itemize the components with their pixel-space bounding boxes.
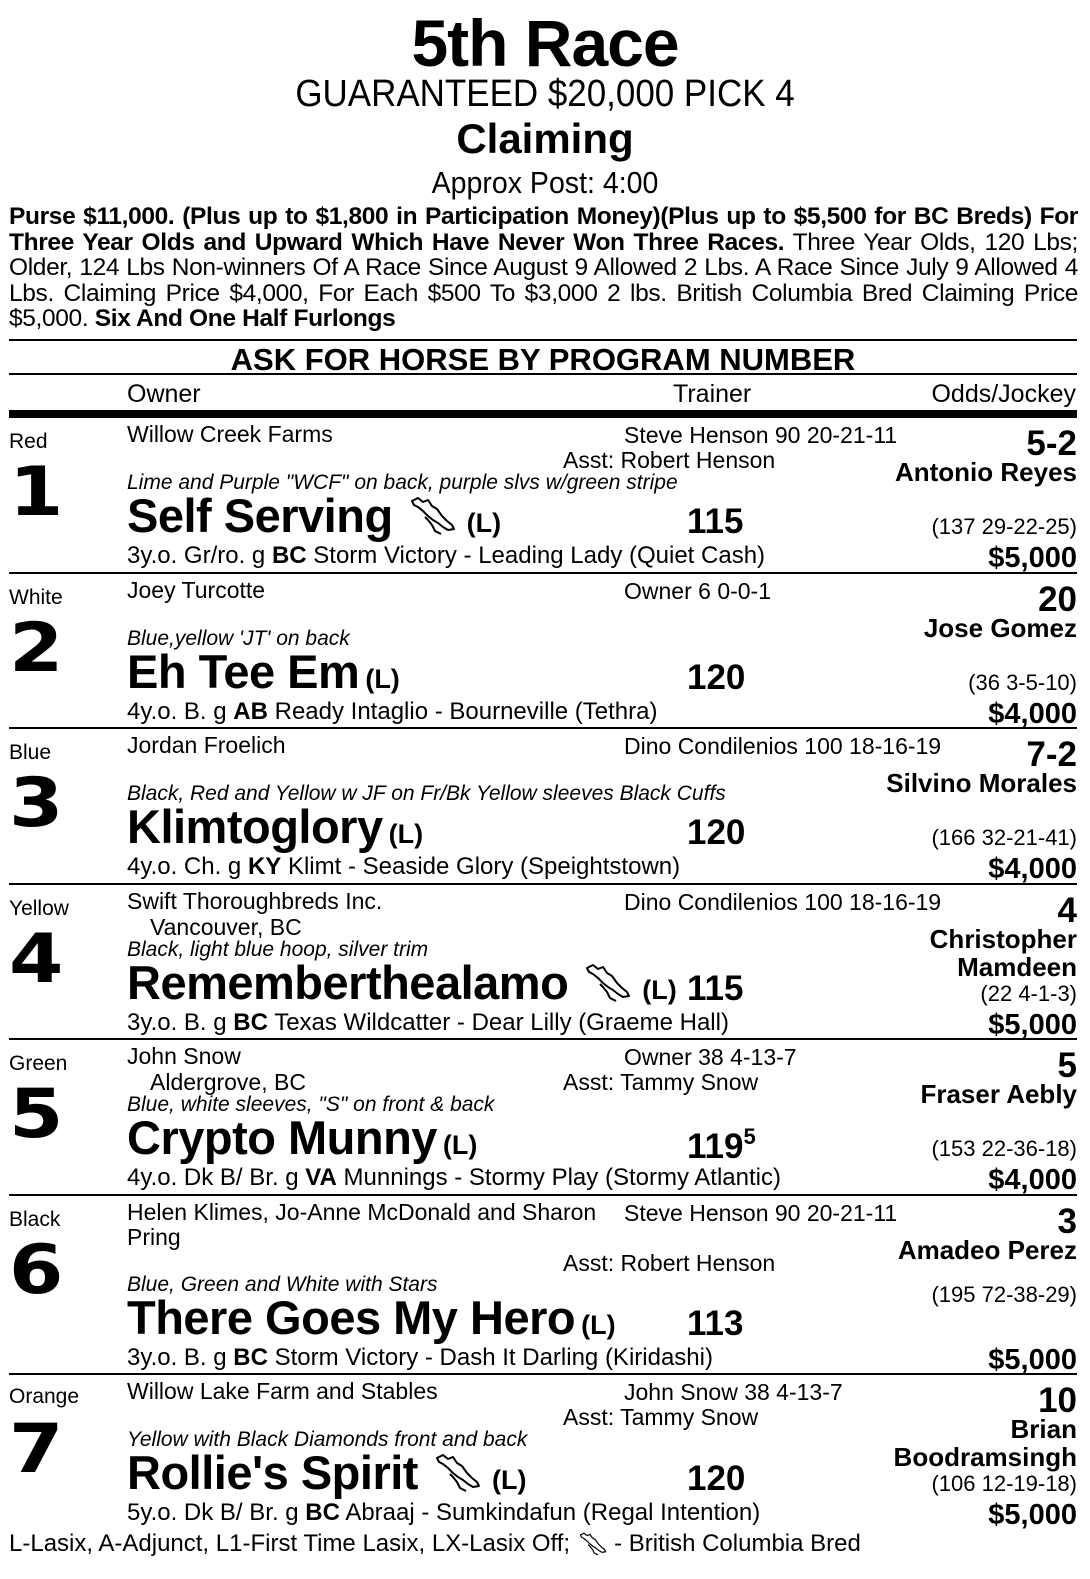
pedigree: Klimt - Seaside Glory (Speightstown) bbox=[281, 853, 681, 880]
conditions-body: Three Year Olds, 120 Lbs; Older, 124 Lbs Non-winners Of A Race Since August 9 Allowed 2 Lbs. A Race Since July 9 Allowed 4 Lbs. Claiming Price $4,000, For Each $500 To $3,000 2 lbs. British Columbia Bred Claiming Price $5,000. bbox=[9, 228, 1079, 332]
jockey: Jose Gomez bbox=[923, 613, 1077, 643]
program-number: 7 bbox=[9, 1410, 64, 1489]
weight-value: 120 bbox=[687, 813, 746, 852]
race-conditions bbox=[9, 204, 1078, 332]
owner: Jordan Froelich bbox=[127, 732, 286, 758]
weight-value: 119 bbox=[687, 1127, 744, 1166]
age-sex: 4y.o. Ch. g bbox=[127, 853, 248, 880]
entry-row bbox=[9, 885, 1077, 1040]
pedigree: Texas Wildcatter - Dear Lilly (Graeme Hall) bbox=[267, 1009, 729, 1036]
assistant-trainer: Asst: Robert Henson bbox=[563, 447, 776, 473]
claiming-price: $4,000 bbox=[988, 698, 1077, 730]
owner: Helen Klimes, Jo-Anne McDonald and Sharon Pring bbox=[127, 1199, 597, 1250]
medication: (L) bbox=[365, 664, 400, 694]
horse-line bbox=[127, 646, 400, 698]
horse-line bbox=[127, 490, 501, 542]
jockey: Brian Boodramsingh bbox=[893, 1414, 1077, 1472]
weight bbox=[687, 1459, 745, 1499]
breeding bbox=[127, 853, 680, 881]
pedigree: Storm Victory - Dash It Darling (Kiridashi) bbox=[267, 1344, 713, 1371]
medication: (L) bbox=[388, 819, 424, 849]
jockey-stats: (166 32-21-41) bbox=[931, 825, 1077, 850]
foaled-state: BC bbox=[305, 1499, 340, 1526]
owner: John Snow bbox=[127, 1043, 241, 1069]
bc-bred-icon bbox=[578, 1532, 608, 1556]
trainer: Steve Henson 90 20-21-11 bbox=[624, 1200, 898, 1226]
age-sex: 4y.o. B. g bbox=[127, 698, 234, 725]
horse-name: There Goes My Hero bbox=[127, 1291, 576, 1344]
age-sex: 3y.o. B. g bbox=[127, 1344, 234, 1371]
jockey: Christopher Mamdeen bbox=[929, 924, 1077, 982]
race-header bbox=[0, 0, 1090, 202]
post-time: Approx Post: 4:00 bbox=[431, 165, 659, 200]
owner: Willow Lake Farm and Stables bbox=[127, 1378, 438, 1404]
age-sex: 4y.o. Dk B/ Br. g bbox=[127, 1164, 306, 1191]
trainer: Dino Condilenios 100 18-16-19 bbox=[624, 733, 942, 759]
medication: (L) bbox=[581, 1310, 616, 1340]
weight-value: 120 bbox=[687, 658, 746, 697]
age-sex: 3y.o. B. g bbox=[127, 1009, 234, 1036]
trainer: Owner 6 0-0-1 bbox=[624, 578, 772, 604]
owner-location: Vancouver, BC bbox=[150, 914, 302, 940]
weight-allowance: 5 bbox=[743, 1124, 756, 1149]
foaled-state: AB bbox=[233, 698, 268, 725]
silks-description: Blue, white sleeves, "S" on front & back bbox=[127, 1093, 495, 1116]
morning-line-odds: 4 bbox=[1057, 891, 1077, 930]
bc-bred-icon bbox=[434, 1453, 482, 1493]
age-sex: 3y.o. Gr/ro. g bbox=[127, 542, 272, 569]
assistant-trainer: Asst: Tammy Snow bbox=[563, 1404, 759, 1430]
medication: (L) bbox=[491, 1465, 527, 1495]
trainer: Steve Henson 90 20-21-11 bbox=[624, 422, 898, 448]
owner: Joey Turcotte bbox=[127, 577, 266, 603]
breeding bbox=[127, 1009, 729, 1037]
horse-line bbox=[127, 1112, 477, 1164]
jockey-stats: (106 12-19-18) bbox=[931, 1471, 1077, 1496]
horse-name: Klimtoglory bbox=[127, 800, 383, 853]
breeding bbox=[127, 1344, 713, 1372]
horse-line bbox=[127, 1292, 616, 1344]
breeding bbox=[127, 542, 765, 570]
pedigree: Abraaj - Sumkindafun (Regal Intention) bbox=[339, 1499, 761, 1526]
weight bbox=[687, 502, 743, 542]
claiming-price: $4,000 bbox=[988, 853, 1077, 885]
weight bbox=[687, 1304, 743, 1344]
saddle-cloth-color: Green bbox=[9, 1052, 68, 1075]
bc-bred-icon bbox=[584, 963, 632, 1003]
race-title: 5th Race bbox=[411, 6, 679, 80]
morning-line-odds: 3 bbox=[1057, 1202, 1077, 1241]
race-type: Claiming bbox=[456, 115, 634, 162]
silks-description: Blue, Green and White with Stars bbox=[127, 1273, 438, 1296]
ask-banner: ASK FOR HORSE BY PROGRAM NUMBER bbox=[9, 339, 1077, 375]
foaled-state: BC bbox=[233, 1344, 268, 1371]
horse-name: Rollie's Spirit bbox=[127, 1446, 418, 1499]
owner: Willow Creek Farms bbox=[127, 421, 333, 447]
program-number: 5 bbox=[9, 1075, 64, 1154]
silks-description: Blue,yellow 'JT' on back bbox=[127, 627, 350, 650]
program-number: 2 bbox=[9, 609, 64, 688]
saddle-cloth-color: White bbox=[9, 586, 63, 609]
silks-description: Black, Red and Yellow w JF on Fr/Bk Yellow sleeves Black Cuffs bbox=[127, 782, 726, 805]
jockey-stats: (195 72-38-29) bbox=[931, 1282, 1077, 1307]
odds-jockey-column-header: Odds/Jockey bbox=[931, 380, 1076, 408]
entry-row bbox=[9, 574, 1077, 729]
pedigree: Storm Victory - Leading Lady (Quiet Cash) bbox=[306, 542, 766, 569]
legend-medication: L-Lasix, A-Adjunct, L1-First Time Lasix, LX-Lasix Off; bbox=[9, 1530, 571, 1557]
saddle-cloth-color: Red bbox=[9, 430, 48, 453]
jockey-stats: (36 3-5-10) bbox=[968, 670, 1077, 695]
horse-name: Crypto Munny bbox=[127, 1111, 437, 1164]
breeding bbox=[127, 1499, 760, 1527]
weight bbox=[687, 969, 743, 1009]
claiming-price: $5,000 bbox=[988, 542, 1077, 574]
owner-location: Aldergrove, BC bbox=[150, 1069, 306, 1095]
claiming-price: $5,000 bbox=[988, 1344, 1077, 1376]
jockey-stats: (153 22-36-18) bbox=[931, 1136, 1077, 1161]
entry-row bbox=[9, 418, 1077, 574]
breeding bbox=[127, 698, 657, 726]
header-rule bbox=[9, 410, 1077, 418]
medication: (L) bbox=[466, 508, 502, 538]
medication: (L) bbox=[642, 975, 677, 1005]
horse-name: Self Serving bbox=[127, 489, 393, 542]
weight bbox=[687, 658, 745, 698]
saddle-cloth-color: Blue bbox=[9, 741, 52, 764]
trainer: Owner 38 4-13-7 bbox=[624, 1044, 797, 1070]
entry-row bbox=[9, 1196, 1077, 1375]
foaled-state: VA bbox=[305, 1164, 337, 1191]
weight-value: 115 bbox=[687, 502, 744, 541]
claiming-price: $5,000 bbox=[988, 1499, 1077, 1531]
program-number: 6 bbox=[9, 1231, 64, 1310]
pedigree: Munnings - Stormy Play (Stormy Atlantic) bbox=[336, 1164, 781, 1191]
saddle-cloth-color: Black bbox=[9, 1208, 61, 1231]
legend bbox=[9, 1530, 861, 1558]
horse-name: Eh Tee Em bbox=[127, 645, 360, 698]
program-number: 4 bbox=[9, 920, 64, 999]
entry-row bbox=[9, 1375, 1077, 1531]
weight bbox=[687, 813, 745, 853]
jockey: Amadeo Perez bbox=[897, 1235, 1077, 1265]
bc-bred-icon bbox=[409, 496, 457, 536]
breeding bbox=[127, 1164, 781, 1192]
morning-line-odds: 5-2 bbox=[1026, 424, 1077, 463]
foaled-state: BC bbox=[233, 1009, 268, 1036]
trainer: Dino Condilenios 100 18-16-19 bbox=[624, 889, 942, 915]
assistant-trainer: Asst: Tammy Snow bbox=[563, 1069, 759, 1095]
owner-column-header: Owner bbox=[127, 380, 201, 408]
silks-description: Lime and Purple "WCF" on back, purple slvs w/green stripe bbox=[127, 471, 678, 494]
pedigree: Ready Intaglio - Bourneville (Tethra) bbox=[267, 698, 658, 725]
jockey-stats: (22 4-1-3) bbox=[980, 981, 1077, 1006]
horse-name: Rememberthealamo bbox=[127, 956, 569, 1009]
jockey: Antonio Reyes bbox=[894, 457, 1077, 487]
weight-value: 113 bbox=[687, 1304, 744, 1343]
horse-line bbox=[127, 1447, 526, 1499]
saddle-cloth-color: Orange bbox=[9, 1385, 80, 1408]
jockey-stats: (137 29-22-25) bbox=[931, 514, 1077, 539]
claiming-price: $4,000 bbox=[988, 1164, 1077, 1196]
age-sex: 5y.o. Dk B/ Br. g bbox=[127, 1499, 306, 1526]
legend-bc-bred: - British Columbia Bred bbox=[614, 1530, 861, 1557]
jockey: Silvino Morales bbox=[886, 768, 1077, 798]
conditions-intro: Purse $11,000. (Plus up to $1,800 in Participation Money)(Plus up to $5,500 for BC Breds) For Three Year Olds and Upward Which Have Never Won Three Races. bbox=[9, 203, 1078, 256]
morning-line-odds: 7-2 bbox=[1026, 735, 1077, 774]
morning-line-odds: 20 bbox=[1038, 580, 1077, 619]
silks-description: Black, light blue hoop, silver trim bbox=[127, 938, 429, 961]
medication: (L) bbox=[442, 1130, 478, 1160]
program-number: 3 bbox=[9, 764, 64, 843]
foaled-state: BC bbox=[271, 542, 307, 569]
saddle-cloth-color: Yellow bbox=[9, 897, 69, 920]
entry-row bbox=[9, 729, 1077, 885]
jockey: Fraser Aebly bbox=[920, 1079, 1077, 1109]
weight-value: 120 bbox=[687, 1459, 746, 1498]
weight-value: 115 bbox=[687, 969, 744, 1008]
horse-line bbox=[127, 957, 677, 1009]
program-number: 1 bbox=[9, 453, 64, 532]
foaled-state: KY bbox=[247, 853, 282, 880]
trainer-column-header: Trainer bbox=[673, 380, 752, 408]
trainer: John Snow 38 4-13-7 bbox=[624, 1379, 843, 1405]
owner: Swift Thoroughbreds Inc. bbox=[127, 888, 383, 914]
morning-line-odds: 5 bbox=[1057, 1046, 1077, 1085]
pick-title: GUARANTEED $20,000 PICK 4 bbox=[295, 73, 795, 115]
race-distance: Six And One Half Furlongs bbox=[94, 305, 396, 332]
morning-line-odds: 10 bbox=[1038, 1381, 1077, 1420]
silks-description: Yellow with Black Diamonds front and back bbox=[127, 1428, 528, 1451]
horse-line bbox=[127, 801, 423, 853]
assistant-trainer: Asst: Robert Henson bbox=[563, 1250, 776, 1276]
weight bbox=[687, 1124, 756, 1167]
entry-row bbox=[9, 1040, 1077, 1196]
claiming-price: $5,000 bbox=[988, 1009, 1077, 1041]
